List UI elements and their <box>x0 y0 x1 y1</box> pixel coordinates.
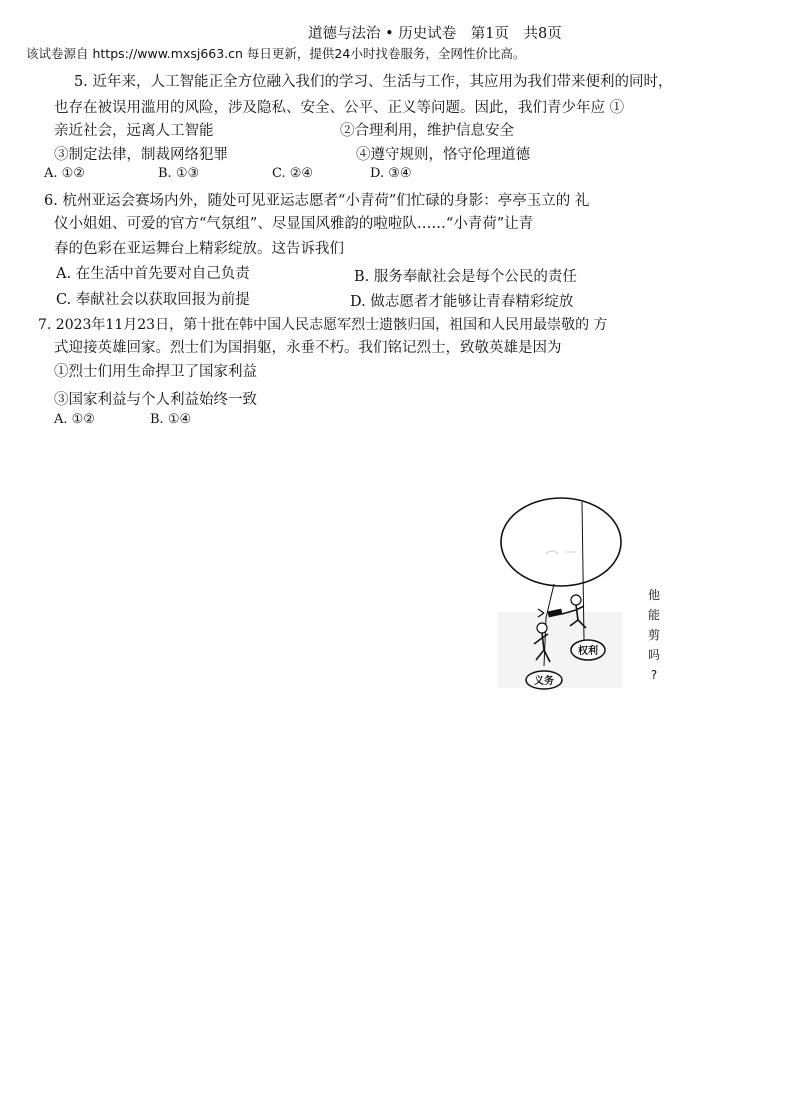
q7-option-3: ③国家利益与个人利益始终一致 <box>54 392 257 408</box>
q5-option-2: ②合理利用，维护信息安全 <box>340 123 514 139</box>
q6-choice-a[interactable]: A. 在生活中首先要对自己负责 <box>56 266 250 282</box>
q7-option-1: ①烈士们用生命捍卫了国家利益 <box>54 364 257 380</box>
page-header-title: 道德与法治 • 历史试卷 第1页 共8页 <box>308 26 562 42</box>
q5-stem-line2: 也存在被误用滥用的风险，涉及隐私、安全、公平、正义等问题。因此，我们青少年应 ① <box>54 100 625 116</box>
label-rights: 权利 <box>578 646 598 657</box>
q7-choice-b[interactable]: B. ①④ <box>150 412 192 427</box>
caption-char: 剪 <box>647 628 660 642</box>
caption-char: 吗 <box>647 648 660 662</box>
q6-choice-b[interactable]: B. 服务奉献社会是每个公民的责任 <box>354 269 577 285</box>
q7-choice-a[interactable]: A. ①② <box>54 412 95 427</box>
caption-char: 能 <box>647 608 660 622</box>
q5-option-4: ④遵守规则，恪守伦理道德 <box>356 147 530 163</box>
label-duty: 义务 <box>534 676 554 687</box>
q6-choice-d[interactable]: D. 做志愿者才能够让青春精彩绽放 <box>350 294 574 310</box>
q5-option-1: 亲近社会，远离人工智能 <box>54 123 214 139</box>
balloon-cartoon <box>496 494 626 690</box>
q6-stem-line1: 6. 杭州亚运会赛场内外，随处可见亚运志愿者“小青荷”们忙碌的身影：亭亭玉立的 礼 <box>44 193 590 209</box>
q6-choice-c[interactable]: C. 奉献社会以获取回报为前提 <box>56 292 250 308</box>
rights-weight <box>571 640 605 660</box>
balloon <box>501 498 621 586</box>
source-note: 该试卷源自 https://www.mxsj663.cn 每日更新，提供24小时找卷服务，全网性价比高。 <box>26 46 526 61</box>
duty-weight <box>526 671 562 689</box>
q7-stem-line1: 7. 2023年11月23日，第十批在韩中国人民志愿军烈士遗骸归国，祖国和人民用最崇敬的 方 <box>38 317 608 333</box>
q5-stem-line1: 5. 近年来，人工智能正全方位融入我们的学习、生活与工作，其应用为我们带来便利的同时， <box>74 74 673 90</box>
q5-option-3: ③制定法律，制裁网络犯罪 <box>54 147 228 163</box>
caption-char: 他 <box>647 588 660 602</box>
q6-stem-line3: 春的色彩在亚运舞台上精彩绽放。这告诉我们 <box>54 241 344 257</box>
q5-choice-b[interactable]: B. ①③ <box>158 166 200 181</box>
q5-choice-c[interactable]: C. ②④ <box>272 166 314 181</box>
q7-stem-line2: 式迎接英雄回家。烈士们为国捐躯，永垂不朽。我们铭记烈士，致敬英雄是因为 <box>54 340 562 356</box>
caption-char: ? <box>650 668 658 682</box>
q5-choice-d[interactable]: D. ③④ <box>370 166 412 181</box>
cartoon-caption <box>645 585 663 685</box>
q5-choice-a[interactable]: A. ①② <box>44 166 85 181</box>
q6-stem-line2: 仪小姐姐、可爱的官方“气氛组”、尽显国风雅韵的啦啦队……“小青荷”让青 <box>54 216 534 232</box>
